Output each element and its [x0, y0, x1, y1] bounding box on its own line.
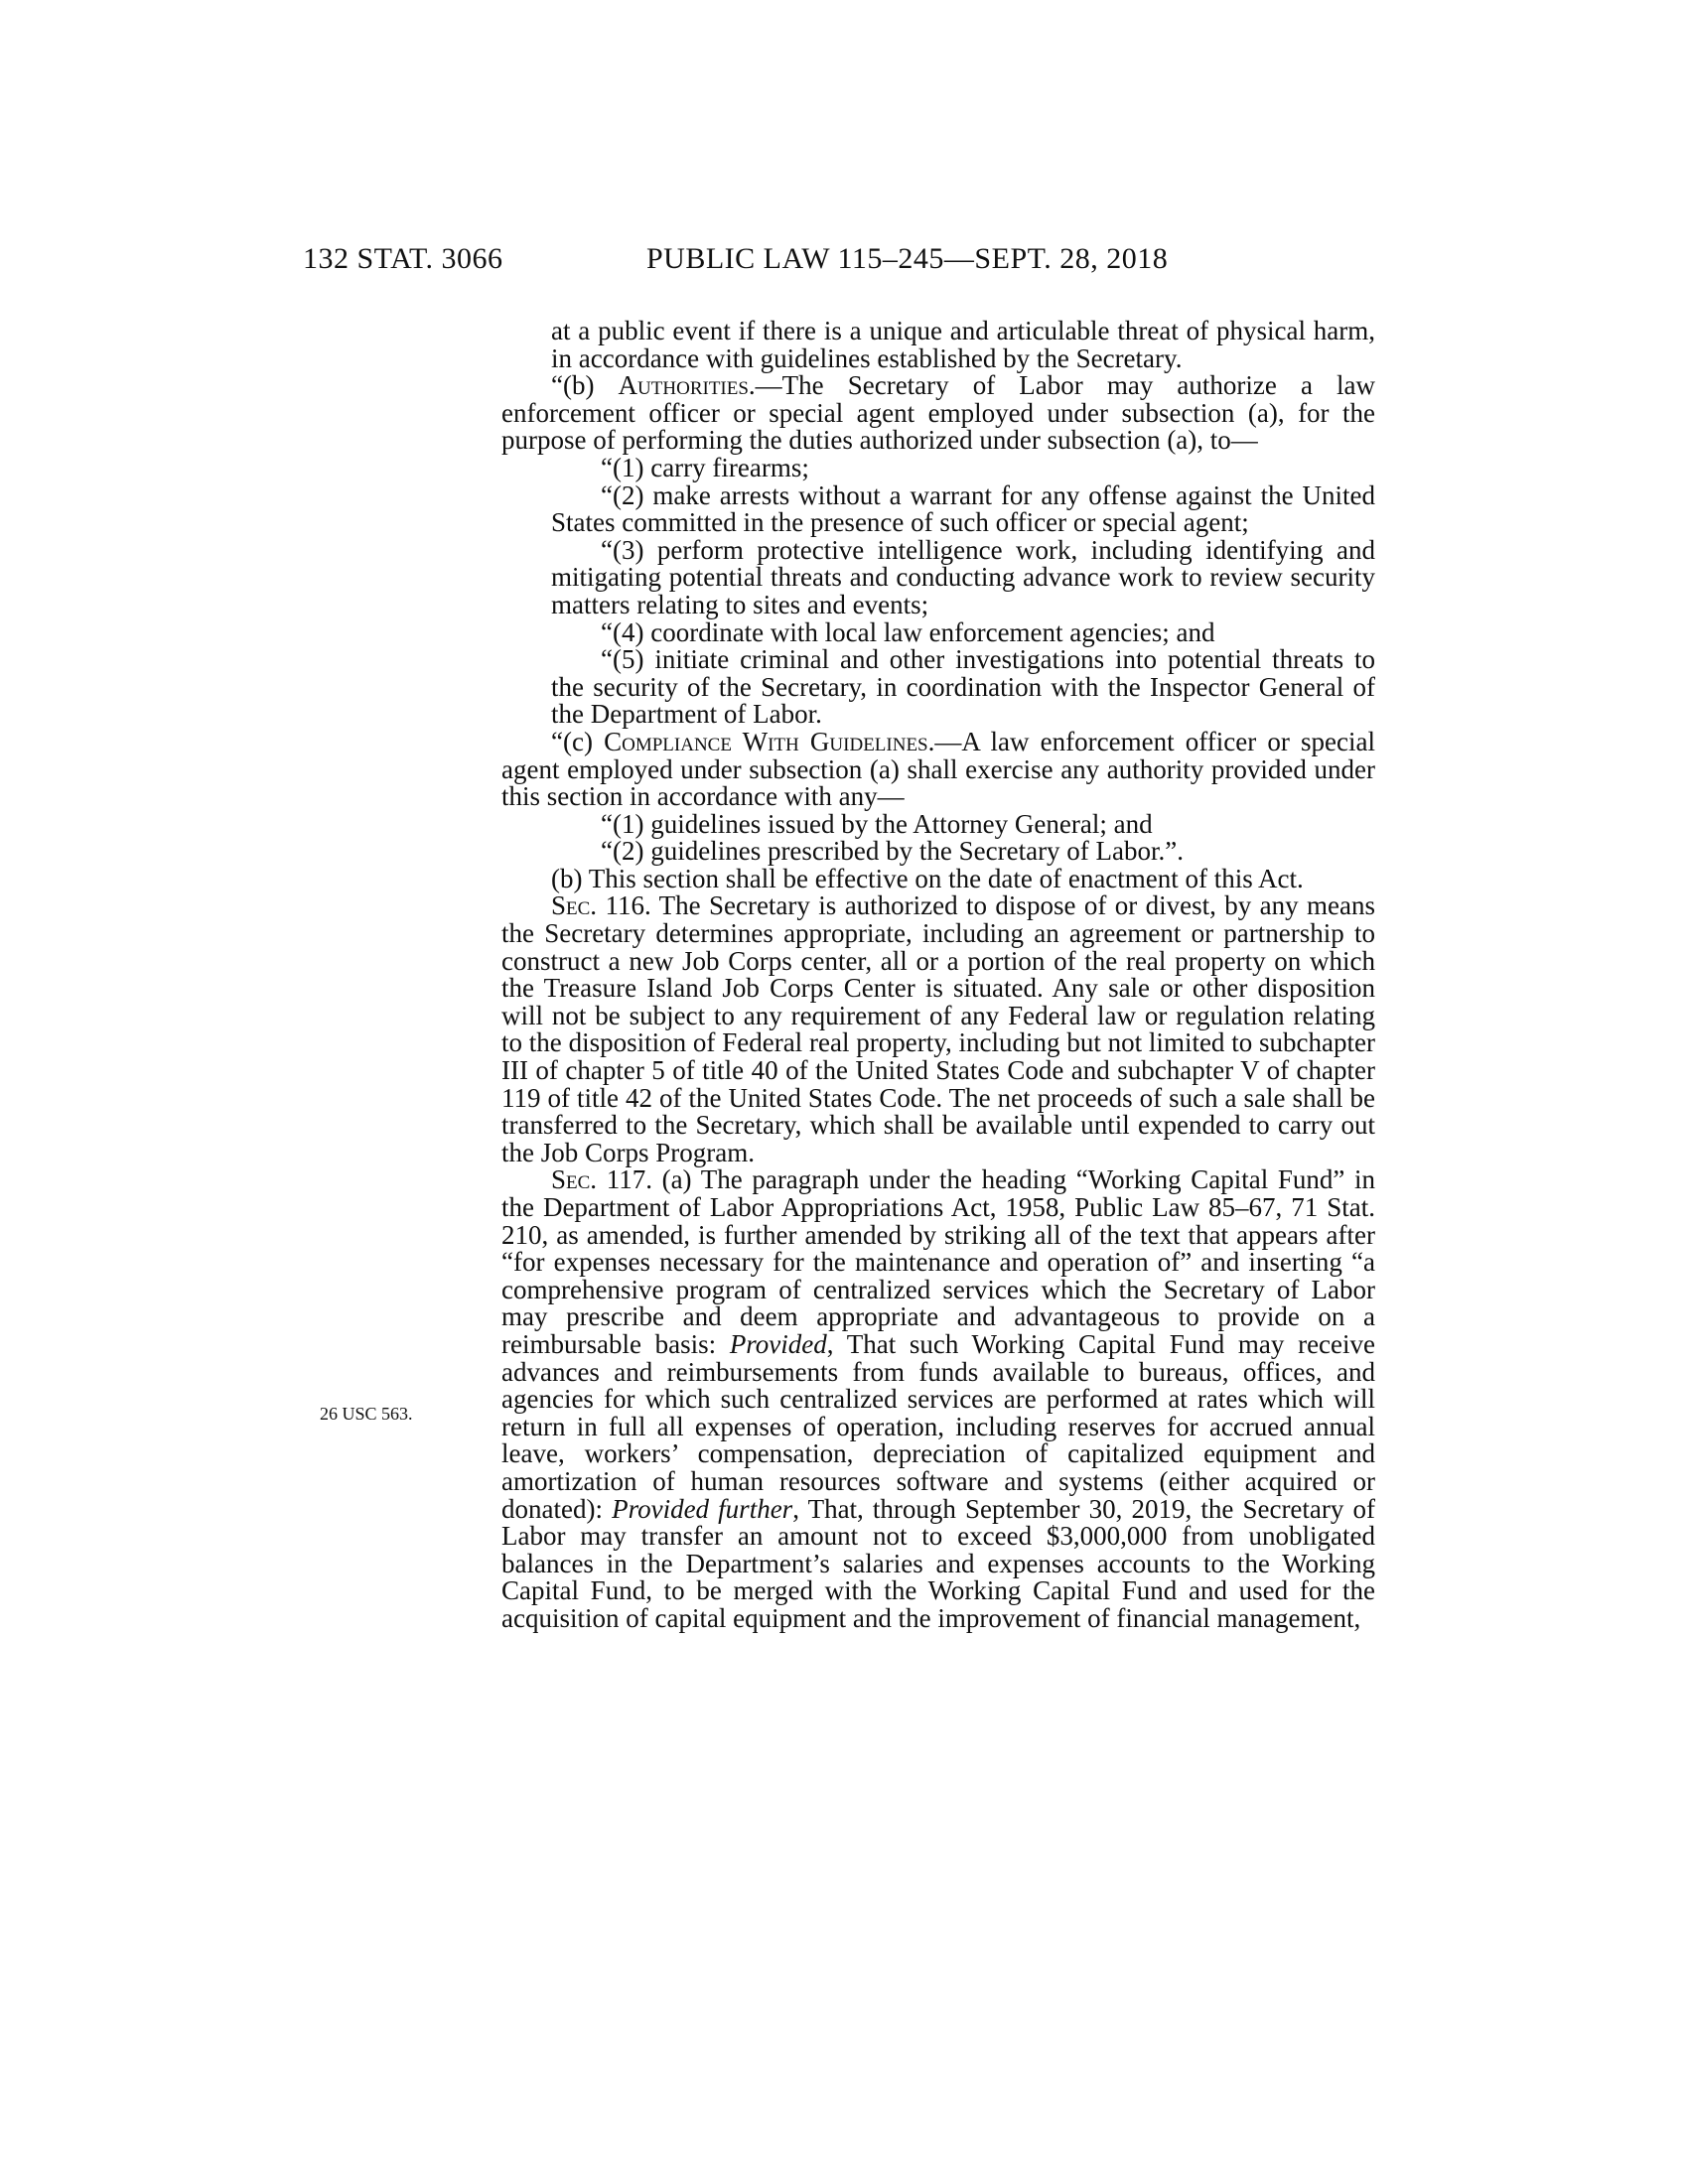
section-116-text: . 116. The Secretary is authorized to dispose of or divest, by any means the Secretary determines appropriate, including an agreement or partnership to construct a new Job Corps center, all or a portion of the real property on which the Treasure Island Job Corps Center is situated. Any sale or other disposition will not be subject to any requirement of any Federal law or regulation relating to the disposition of Federal real property, including but not limited to subchapter III of chapter 5 of title 40 of the United States Code and subchapter V of chapter 119 of title 42 of the United States Code. The net proceeds of such a sale shall be transferred to the Secretary, which shall be available until expended to carry out the Job Corps Program.	[501, 890, 1375, 1167]
section-117-text-b: , That such Working Capital Fund may receive advances and reimbursements from funds available to bureaus, offices, and agencies for which such centralized services are performed at rates which will return in full all expenses of operation, including reserves for accrued annual leave, workers’ compensation, depreciation of capitalized equipment and amortization of human resources software and systems (either acquired or donated):	[501, 1328, 1376, 1524]
public-law-title: PUBLIC LAW 115–245—SEPT. 28, 2018	[646, 242, 1169, 275]
page-header	[303, 242, 1228, 282]
document-body	[501, 318, 1375, 1633]
provided-further-proviso: Provided further	[612, 1493, 793, 1524]
statute-page-number: 132 STAT. 3066	[303, 242, 503, 275]
section-116-label: Sec	[551, 890, 591, 921]
subsection-b-heading: Authorities	[618, 370, 749, 401]
paragraph-b1: “(1) carry firearms;	[601, 452, 809, 482]
section-117	[501, 1166, 1375, 1632]
subsection-c-text: .—A law enforcement officer or special agent employed under subsection (a) shall exercise any authority provided under this section in accordance with any—	[501, 726, 1375, 812]
provided-proviso: Provided	[729, 1328, 827, 1359]
subsection-c	[501, 726, 1375, 812]
subsection-b	[501, 372, 1375, 455]
subsection-effective-date: (b) This section shall be effective on the date of enactment of this Act.	[551, 863, 1304, 893]
subsection-c-heading: Compliance With Guidelines	[604, 726, 928, 756]
paragraph-continuation: at a public event if there is a unique and articulable threat of physical harm, in accordance with guidelines established by the Secretary.	[551, 316, 1375, 373]
margin-citation: 26 USC 563.	[320, 1404, 413, 1424]
paragraph-b4: “(4) coordinate with local law enforcement agencies; and	[601, 616, 1215, 647]
paragraph-b2: “(2) make arrests without a warrant for any offense against the United States committed in the presence of such officer or special agent;	[551, 479, 1375, 538]
section-117-text-a: . 117. (a) The paragraph under the heading “Working Capital Fund” in the Department of Labor Appropriations Act, 1958, Public Law 85–67, 71 Stat. 210, as amended, is further amended by striking all of the text that appears after “for expenses necessary for the maintenance and operation of” and inserting “a comprehensive program of centralized services which the Secretary of Labor may prescribe and deem appropriate and advantageous to provide on a reimbursable basis:	[501, 1164, 1375, 1359]
paragraph-c1: “(1) guidelines issued by the Attorney General; and	[601, 808, 1153, 839]
subsection-b-text: .—The Secretary of Labor may authorize a law enforcement officer or special agent employed under subsection (a), for the purpose of performing the duties authorized under subsection (a), to—	[501, 370, 1375, 456]
subsection-b-lead: “(b)	[551, 370, 619, 401]
section-116	[501, 892, 1375, 1166]
paragraph-b3: “(3) perform protective intelligence work, including identifying and mitigating potential threats and conducting advance work to review security matters relating to sites and events;	[551, 534, 1375, 619]
paragraph-c2: “(2) guidelines prescribed by the Secretary of Labor.”.	[601, 836, 1185, 867]
section-117-text-c: , That, through September 30, 2019, the Secretary of Labor may transfer an amount not to exceed $3,000,000 from unobligated balances in the Department’s salaries and expenses accounts to the Working Capital Fund, to be merged with the Working Capital Fund and used for the acquisition of capital equipment and the improvement of financial management,	[501, 1493, 1376, 1633]
section-117-label: Sec	[551, 1164, 591, 1195]
subsection-c-lead: “(c)	[551, 726, 605, 756]
paragraph-b5: “(5) initiate criminal and other investigations into potential threats to the security of the Secretary, in coordination with the Inspector General of the Department of Labor.	[551, 644, 1375, 730]
